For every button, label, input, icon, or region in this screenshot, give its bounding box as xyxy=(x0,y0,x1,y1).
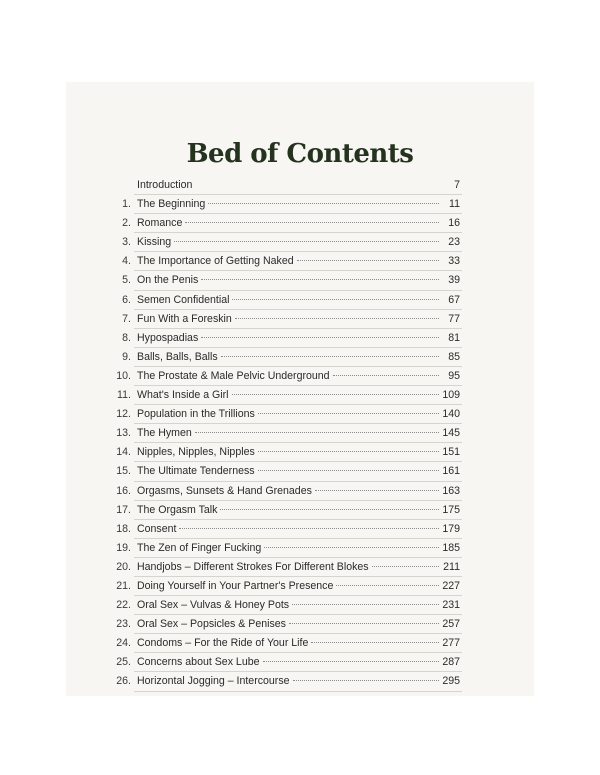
chapter-title: Consent xyxy=(137,522,177,535)
page-number: 161 xyxy=(442,465,460,478)
toc-entry xyxy=(116,424,462,443)
chapter-title: Handjobs – Different Strokes For Different Blokes xyxy=(137,560,369,573)
chapter-title: Balls, Balls, Balls xyxy=(137,350,218,363)
page-number: 23 xyxy=(448,236,460,249)
dot-leader xyxy=(221,355,439,357)
chapter-title: Doing Yourself in Your Partner's Presence xyxy=(137,579,334,592)
chapter-number: 16. xyxy=(116,484,131,497)
page-number: 85 xyxy=(448,350,460,363)
page-number: 140 xyxy=(442,408,460,421)
page-number: 145 xyxy=(442,427,460,440)
chapter-number: 11. xyxy=(117,389,131,402)
chapter-title: On the Penis xyxy=(137,274,199,287)
chapter-number: 25. xyxy=(116,656,131,669)
chapter-title: Horizontal Jogging – Intercourse xyxy=(137,675,290,688)
page-number: 163 xyxy=(442,484,460,497)
toc-entry xyxy=(122,233,462,252)
chapter-number: 10. xyxy=(116,369,131,382)
dot-leader xyxy=(179,527,439,529)
chapter-title: Nipples, Nipples, Nipples xyxy=(137,446,255,459)
chapter-number: 19. xyxy=(116,541,131,554)
toc-entry xyxy=(116,558,462,577)
toc-entry xyxy=(122,195,462,214)
chapter-title: Concerns about Sex Lube xyxy=(137,656,260,669)
dot-leader xyxy=(258,412,439,414)
dot-leader xyxy=(220,508,439,510)
table-of-contents xyxy=(116,176,462,692)
dot-leader xyxy=(174,240,439,242)
page-number: 7 xyxy=(454,179,460,191)
toc-entry xyxy=(116,596,462,615)
chapter-number: 17. xyxy=(116,503,131,516)
chapter-number: 23. xyxy=(116,618,131,631)
toc-entry xyxy=(134,176,462,195)
dot-leader xyxy=(258,450,439,452)
chapter-title: Orgasms, Sunsets & Hand Grenades xyxy=(137,484,312,497)
chapter-title: Introduction xyxy=(137,179,193,191)
toc-entry xyxy=(116,672,462,691)
dot-leader xyxy=(289,622,439,624)
chapter-number: 5. xyxy=(122,274,131,287)
book-page xyxy=(66,82,534,696)
chapter-title: The Orgasm Talk xyxy=(137,503,218,516)
dot-leader xyxy=(264,546,439,548)
dot-leader xyxy=(263,660,439,662)
page-number: 39 xyxy=(448,274,460,287)
chapter-number: 20. xyxy=(116,560,131,573)
chapter-title: Hypospadias xyxy=(137,331,199,344)
page-number: 33 xyxy=(448,255,460,268)
dot-leader xyxy=(336,584,439,586)
toc-entry xyxy=(116,577,462,596)
page-number: 295 xyxy=(442,675,460,688)
chapter-title: What's Inside a Girl xyxy=(137,389,229,402)
page-number: 179 xyxy=(442,522,460,535)
dot-leader xyxy=(235,317,439,319)
toc-entry xyxy=(122,291,462,310)
chapter-title: Oral Sex – Popsicles & Penises xyxy=(137,618,286,631)
chapter-number: 6. xyxy=(122,293,131,306)
toc-entry xyxy=(122,310,462,329)
toc-entry xyxy=(116,443,462,462)
toc-entry xyxy=(116,634,462,653)
chapter-number: 15. xyxy=(116,465,131,478)
chapter-number: 12. xyxy=(116,408,131,421)
chapter-number: 3. xyxy=(122,236,131,249)
chapter-title: Romance xyxy=(137,217,183,230)
toc-entry xyxy=(116,501,462,520)
toc-entry xyxy=(116,615,462,634)
page-number: 257 xyxy=(442,618,460,631)
chapter-title: The Zen of Finger Fucking xyxy=(137,541,262,554)
chapter-number: 14. xyxy=(116,446,131,459)
toc-entry xyxy=(116,405,462,424)
page-number: 231 xyxy=(442,599,460,612)
page-number: 175 xyxy=(442,503,460,516)
dot-leader xyxy=(195,183,439,185)
chapter-title: Fun With a Foreskin xyxy=(137,312,232,325)
toc-entry xyxy=(122,214,462,233)
chapter-title: Oral Sex – Vulvas & Honey Pots xyxy=(137,599,290,612)
toc-entry xyxy=(117,386,462,405)
toc-entry xyxy=(116,653,462,672)
toc-entry xyxy=(116,520,462,539)
dot-leader xyxy=(185,221,439,223)
dot-leader xyxy=(297,259,439,261)
toc-entry xyxy=(122,252,462,271)
dot-leader xyxy=(292,603,439,605)
chapter-number: 2. xyxy=(122,217,131,230)
chapter-number: 13. xyxy=(116,427,131,440)
page-number: 287 xyxy=(442,656,460,669)
chapter-number: 1. xyxy=(122,198,131,211)
page-number: 81 xyxy=(448,331,460,344)
chapter-number: 26. xyxy=(116,675,131,688)
dot-leader xyxy=(258,469,439,471)
chapter-title: Kissing xyxy=(137,236,172,249)
toc-entry xyxy=(116,482,462,501)
page-title: Bed of Contents xyxy=(186,139,414,169)
page-number: 185 xyxy=(442,541,460,554)
chapter-number: 22. xyxy=(116,599,131,612)
chapter-number: 24. xyxy=(116,637,131,650)
dot-leader xyxy=(315,489,439,491)
dot-leader xyxy=(195,431,439,433)
page-number: 227 xyxy=(442,579,460,592)
page-number: 109 xyxy=(442,389,460,402)
dot-leader xyxy=(232,298,439,300)
toc-entry xyxy=(116,462,462,481)
page-number: 67 xyxy=(448,293,460,306)
dot-leader xyxy=(201,278,439,280)
chapter-number: 7. xyxy=(122,312,131,325)
toc-entry xyxy=(122,348,462,367)
chapter-title: The Importance of Getting Naked xyxy=(137,255,294,268)
chapter-title: The Hymen xyxy=(137,427,192,440)
chapter-title: Population in the Trillions xyxy=(137,408,255,421)
toc-entry xyxy=(116,539,462,558)
dot-leader xyxy=(201,336,439,338)
dot-leader xyxy=(311,641,439,643)
chapter-title: Condoms – For the Ride of Your Life xyxy=(137,637,309,650)
page-number: 211 xyxy=(443,560,460,573)
chapter-number: 4. xyxy=(122,255,131,268)
chapter-number: 21. xyxy=(116,579,131,592)
chapter-title: The Prostate & Male Pelvic Underground xyxy=(137,369,330,382)
page-number: 95 xyxy=(448,369,460,382)
page-number: 77 xyxy=(448,312,460,325)
toc-entry xyxy=(122,329,462,348)
chapter-number: 9. xyxy=(122,350,131,363)
chapter-number: 8. xyxy=(122,331,131,344)
page-number: 151 xyxy=(442,446,460,459)
dot-leader xyxy=(232,393,439,395)
chapter-title: The Beginning xyxy=(137,198,206,211)
page-number: 16 xyxy=(448,217,460,230)
toc-entry xyxy=(116,367,462,386)
chapter-title: Semen Confidential xyxy=(137,293,230,306)
dot-leader xyxy=(208,202,439,204)
dot-leader xyxy=(293,679,439,681)
chapter-number: 18. xyxy=(116,522,131,535)
dot-leader xyxy=(372,565,439,567)
page-number: 11 xyxy=(449,198,460,211)
chapter-title: The Ultimate Tenderness xyxy=(137,465,255,478)
page-number: 277 xyxy=(442,637,460,650)
toc-entry xyxy=(122,271,462,290)
dot-leader xyxy=(333,374,439,376)
